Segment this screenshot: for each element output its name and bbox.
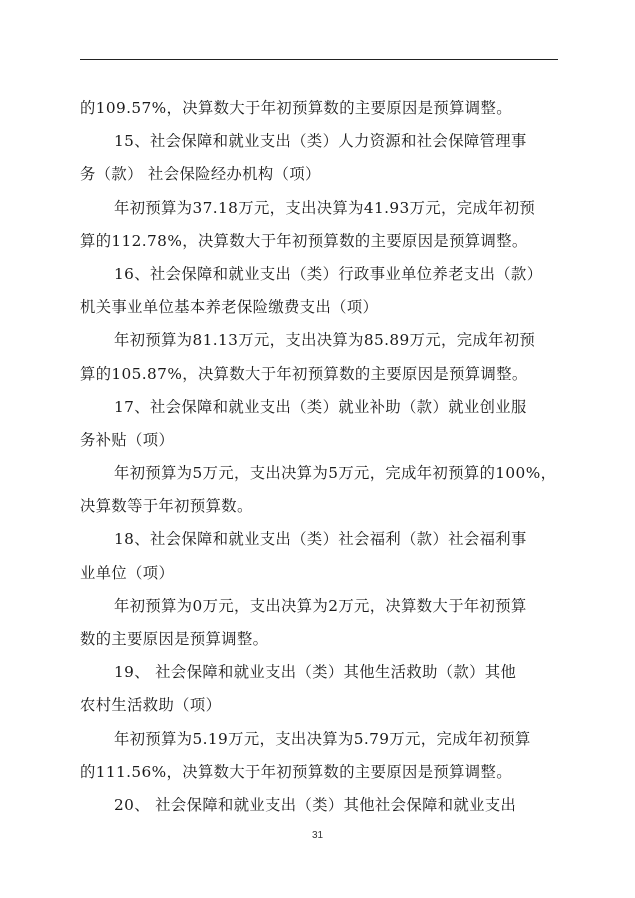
text-line: 算的112.78%，决算数大于年初预算数的主要原因是预算调整。 [80, 231, 528, 250]
item-heading-line: 19、 社会保障和就业支出（类）其他生活救助（款）其他 [114, 663, 517, 682]
item-heading-line: 机关事业单位基本养老保险缴费支出（项） [80, 298, 379, 317]
text-line: 年初预算为0万元，支出决算为2万元，决算数大于年初预算 [114, 596, 527, 615]
text-line: 的111.56%，决算数大于年初预算数的主要原因是预算调整。 [80, 762, 512, 781]
item-heading-line: 17、社会保障和就业支出（类）就业补助（款）就业创业服 [114, 397, 527, 416]
item-heading-line: 15、社会保障和就业支出（类）人力资源和社会保障管理事 [114, 132, 527, 151]
document-body [80, 92, 560, 822]
page-number: 31 [311, 830, 324, 841]
item-heading-line: 16、社会保障和就业支出（类）行政事业单位养老支出（款） [114, 264, 543, 283]
item-heading-line: 20、 社会保障和就业支出（类）其他社会保障和就业支出 [114, 795, 517, 814]
text-line: 决算数等于年初预算数。 [80, 497, 253, 516]
text-line: 年初预算为81.13万元，支出决算为85.89万元，完成年初预 [114, 331, 536, 350]
header-rule [80, 59, 558, 60]
item-heading-line: 务（款） 社会保险经办机构（项） [80, 165, 321, 184]
text-line: 年初预算为5.19万元，支出决算为5.79万元，完成年初预算 [114, 729, 531, 748]
text-line: 算的105.87%，决算数大于年初预算数的主要原因是预算调整。 [80, 364, 528, 383]
text-line: 的109.57%，决算数大于年初预算数的主要原因是预算调整。 [80, 99, 512, 117]
text-line: 数的主要原因是预算调整。 [80, 630, 269, 648]
item-heading-line: 农村生活救助（项） [80, 696, 222, 715]
text-line: 年初预算为37.18万元，支出决算为41.93万元，完成年初预 [114, 198, 536, 217]
item-heading-line: 业单位（项） [80, 563, 175, 582]
text-line: 年初预算为5万元，支出决算为5万元，完成年初预算的100%， [114, 464, 557, 483]
item-heading-line: 18、社会保障和就业支出（类）社会福利（款）社会福利事 [114, 530, 527, 549]
item-heading-line: 务补贴（项） [80, 430, 175, 449]
